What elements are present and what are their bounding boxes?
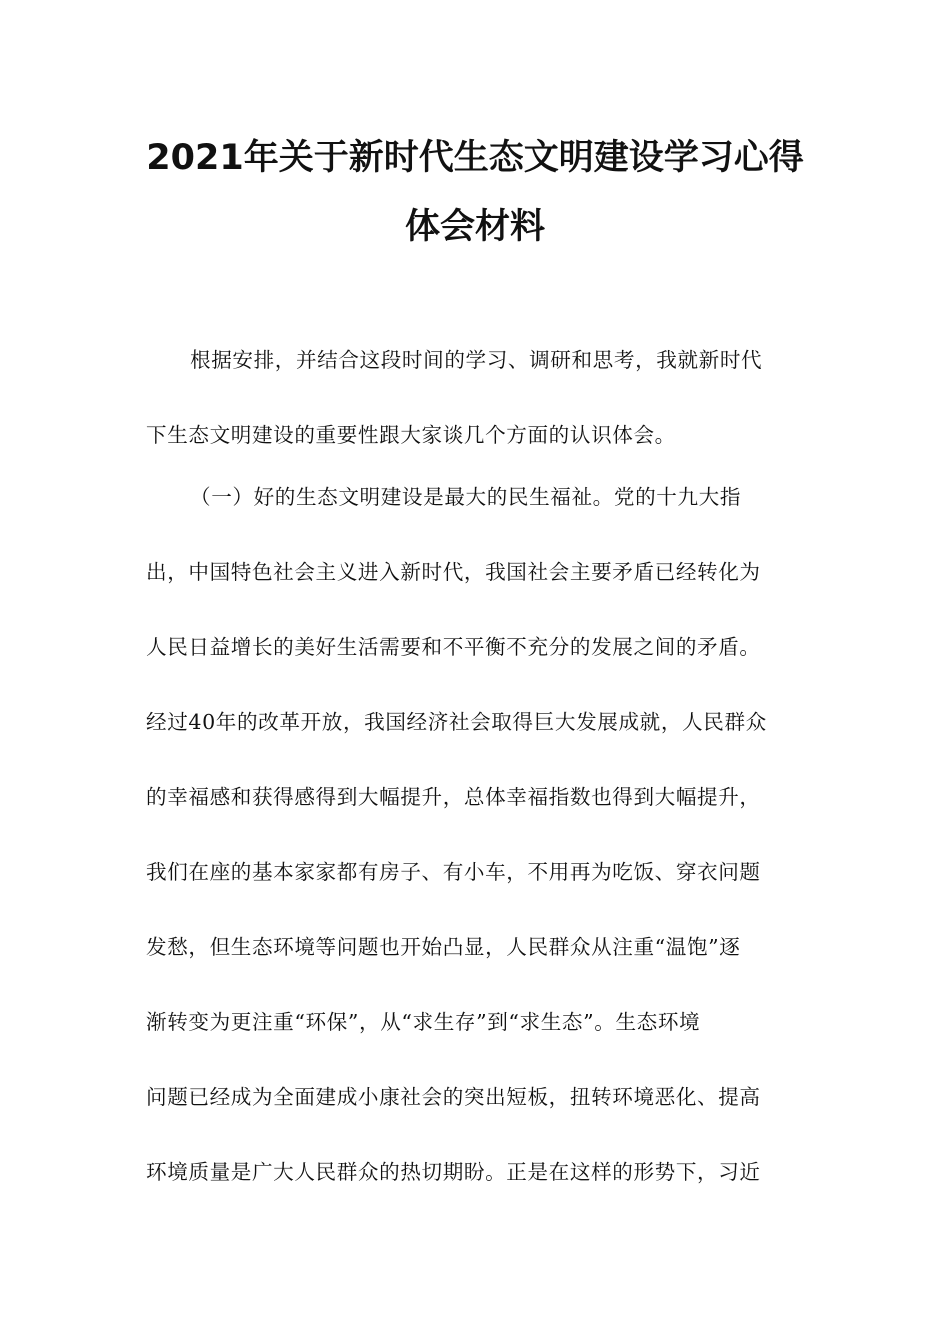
paragraph-1-line-2: 下生态文明建设的重要性跟大家谈几个方面的认识体会。 <box>146 423 676 447</box>
paragraph-2-line-4: 经过40年的改革开放，我国经济社会取得巨大发展成就，人民群众 <box>146 710 767 734</box>
paragraph-2-line-7: 发愁，但生态环境等问题也开始凸显，人民群众从注重“温饱”逐 <box>146 935 741 959</box>
paragraph-2-line-9: 问题已经成为全面建成小康社会的突出短板，扭转环境恶化、提高 <box>146 1085 761 1109</box>
paragraph-2-line-1: （一）好的生态文明建设是最大的民生福祉。党的十九大指 <box>190 485 742 509</box>
paragraph-2-line-8: 渐转变为更注重“环保”，从“求生存”到“求生态”。生态环境 <box>146 1010 701 1034</box>
paragraph-1-line-1: 根据安排，并结合这段时间的学习、调研和思考，我就新时代 <box>190 348 763 372</box>
paragraph-2-line-5: 的幸福感和获得感得到大幅提升，总体幸福指数也得到大幅提升， <box>146 785 761 809</box>
document-title-line-1: 2021年关于新时代生态文明建设学习心得 <box>146 138 804 178</box>
document-title-line-2: 体会材料 <box>404 207 545 247</box>
paragraph-2-line-6: 我们在座的基本家家都有房子、有小车，不用再为吃饭、穿衣问题 <box>146 860 761 884</box>
paragraph-2-line-10: 环境质量是广大人民群众的热切期盼。正是在这样的形势下，习近 <box>146 1160 761 1184</box>
paragraph-2-line-3: 人民日益增长的美好生活需要和不平衡不充分的发展之间的矛盾。 <box>146 635 761 659</box>
paragraph-2-line-2: 出，中国特色社会主义进入新时代，我国社会主要矛盾已经转化为 <box>146 560 761 584</box>
